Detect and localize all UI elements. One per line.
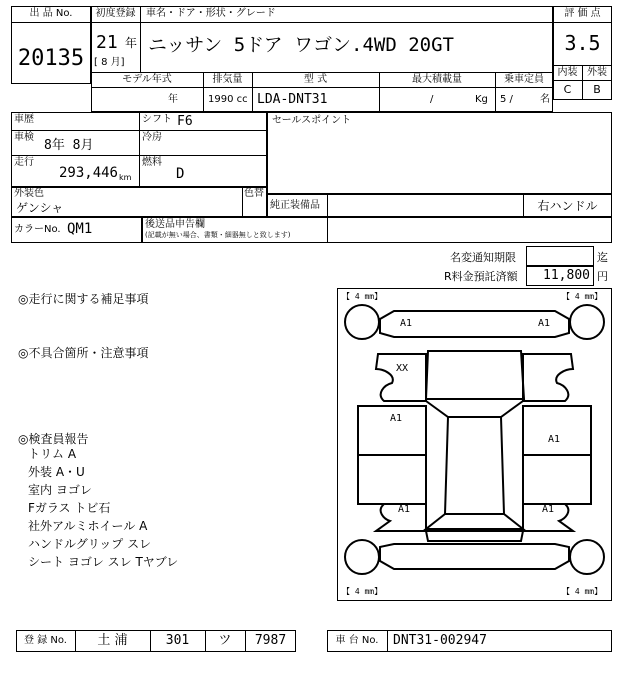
registration-plate-number: 7987 xyxy=(254,633,287,648)
capacity-unit: 名 xyxy=(540,94,550,105)
tire-label-front-right: 【 4 mm】 xyxy=(562,292,603,301)
shift: F6 xyxy=(177,114,193,129)
chassis-number: DNT31-002947 xyxy=(393,633,487,648)
exterior-grade: B xyxy=(593,83,601,96)
first-registration-label: 初度登録 xyxy=(95,8,136,19)
car-name: ニッサン 5ドア ワゴン.4WD 20GT xyxy=(148,34,454,56)
grade-label: 評 価 点 xyxy=(564,8,601,19)
year-unit: 年 xyxy=(125,36,138,50)
driving-notes-label: ◎走行に関する補足事項 xyxy=(18,292,149,306)
tire-front-left xyxy=(345,305,379,339)
history-label: 車歴 xyxy=(14,114,34,125)
damage-mark: A1 xyxy=(390,413,403,424)
steering: 右ハンドル xyxy=(537,199,598,213)
capacity-label: 乗車定員 xyxy=(504,74,544,85)
tire-rear-left xyxy=(345,540,379,574)
mileage: 293,446 xyxy=(58,165,118,181)
inspector-line: シート ヨゴレ スレ Tヤブレ xyxy=(28,555,179,569)
model-year-label: モデル年式 xyxy=(122,74,172,85)
color-number-label: カラーNo. xyxy=(14,224,61,235)
mileage-unit: km xyxy=(119,173,132,182)
tire-front-right xyxy=(570,305,604,339)
rear-window xyxy=(426,514,523,529)
inspector-line: 社外アルミホイール A xyxy=(28,519,148,533)
capacity: 5 / xyxy=(500,94,513,105)
ac-label: 冷房 xyxy=(142,132,162,143)
name-change-label: 名変通知期限 xyxy=(450,251,516,264)
registration-month: [ 8 月] xyxy=(94,57,125,68)
tire-rear-right xyxy=(570,540,604,574)
exterior-label: 外装 xyxy=(587,67,607,78)
mileage-label: 走行 xyxy=(14,157,34,168)
inspector-line: 外装 A・U xyxy=(28,465,85,479)
lot-number-label: 出 品 No. xyxy=(29,8,73,19)
right-front-fender xyxy=(523,354,573,401)
rear-bumper xyxy=(380,544,569,569)
recycle-fee: 11,800 xyxy=(543,268,590,283)
post-docs-note: (記載が無い場合、書類・細器無しと致します) xyxy=(145,231,291,239)
damage-mark: XX xyxy=(396,363,409,374)
registration-class: 301 xyxy=(165,633,190,648)
car-diagram xyxy=(338,289,611,600)
chassis-number-label: 車 台 No. xyxy=(335,635,379,646)
hood xyxy=(426,351,524,399)
windshield xyxy=(426,401,523,417)
recycle-fee-unit: 円 xyxy=(597,270,608,283)
overall-grade: 3.5 xyxy=(564,31,601,55)
fuel: D xyxy=(176,166,185,182)
left-front-fender xyxy=(376,354,426,401)
color-number: QM1 xyxy=(67,221,93,237)
tire-label-rear-left: 【 4 mm】 xyxy=(342,587,383,596)
inspector-line: ハンドルグリップ スレ xyxy=(28,537,152,551)
registration-area: 土 浦 xyxy=(97,633,128,648)
max-load-unit: Kg xyxy=(475,94,488,105)
model-year-unit: 年 xyxy=(168,94,178,105)
color-change-label: 色替 xyxy=(244,188,264,199)
tire-label-rear-right: 【 4 mm】 xyxy=(562,587,603,596)
max-load-label: 最大積載量 xyxy=(412,74,462,85)
model-code: LDA-DNT31 xyxy=(257,92,328,107)
recycle-fee-label: R料金預託済額 xyxy=(444,270,518,283)
damage-mark: A1 xyxy=(538,318,551,329)
sales-points-label: セールスポイント xyxy=(272,115,352,126)
registration-kana: ツ xyxy=(218,633,232,648)
interior-grade: C xyxy=(563,83,572,96)
name-change-field xyxy=(526,246,594,266)
inspection-expiry: 8年 8月 xyxy=(44,138,94,153)
roof xyxy=(445,417,504,514)
inspector-line: トリム A xyxy=(28,447,77,461)
lot-number: 20135 xyxy=(17,46,85,71)
inspector-report-label: ◎検査員報告 xyxy=(18,432,89,446)
interior-label: 内装 xyxy=(557,67,578,78)
shift-label: シフト xyxy=(142,114,172,125)
tire-label-front-left: 【 4 mm】 xyxy=(342,292,383,301)
registration-year: 21 xyxy=(96,32,118,53)
car-name-label: 車名・ドア・形状・グレード xyxy=(146,8,276,19)
tailgate xyxy=(426,531,523,541)
damage-mark: A1 xyxy=(400,318,413,329)
exterior-color-label: 外装色 xyxy=(14,188,44,199)
max-load-slash: / xyxy=(430,94,434,105)
damage-mark: A1 xyxy=(398,504,411,515)
genuine-equipment-label: 純正装備品 xyxy=(270,200,320,211)
fuel-label: 燃料 xyxy=(142,157,162,168)
car-diagram-box xyxy=(337,288,612,601)
exterior-color: ゲンシャ xyxy=(16,201,64,215)
post-docs-label: 後送品申告欄 xyxy=(145,219,205,230)
displacement-label: 排気量 xyxy=(212,74,243,85)
damage-mark: A1 xyxy=(542,504,555,515)
defects-label: ◎不具合箇所・注意事項 xyxy=(18,346,149,360)
displacement: 1990 cc xyxy=(208,94,248,105)
damage-mark: A1 xyxy=(548,434,561,445)
name-change-unit: 迄 xyxy=(597,251,608,264)
model-code-label: 型 式 xyxy=(303,74,328,85)
inspection-label: 車検 xyxy=(14,132,34,143)
inspector-line: 室内 ヨゴレ xyxy=(28,483,92,497)
registration-number-label: 登 録 No. xyxy=(24,635,67,646)
inspector-line: Fガラス トビ石 xyxy=(28,501,111,515)
